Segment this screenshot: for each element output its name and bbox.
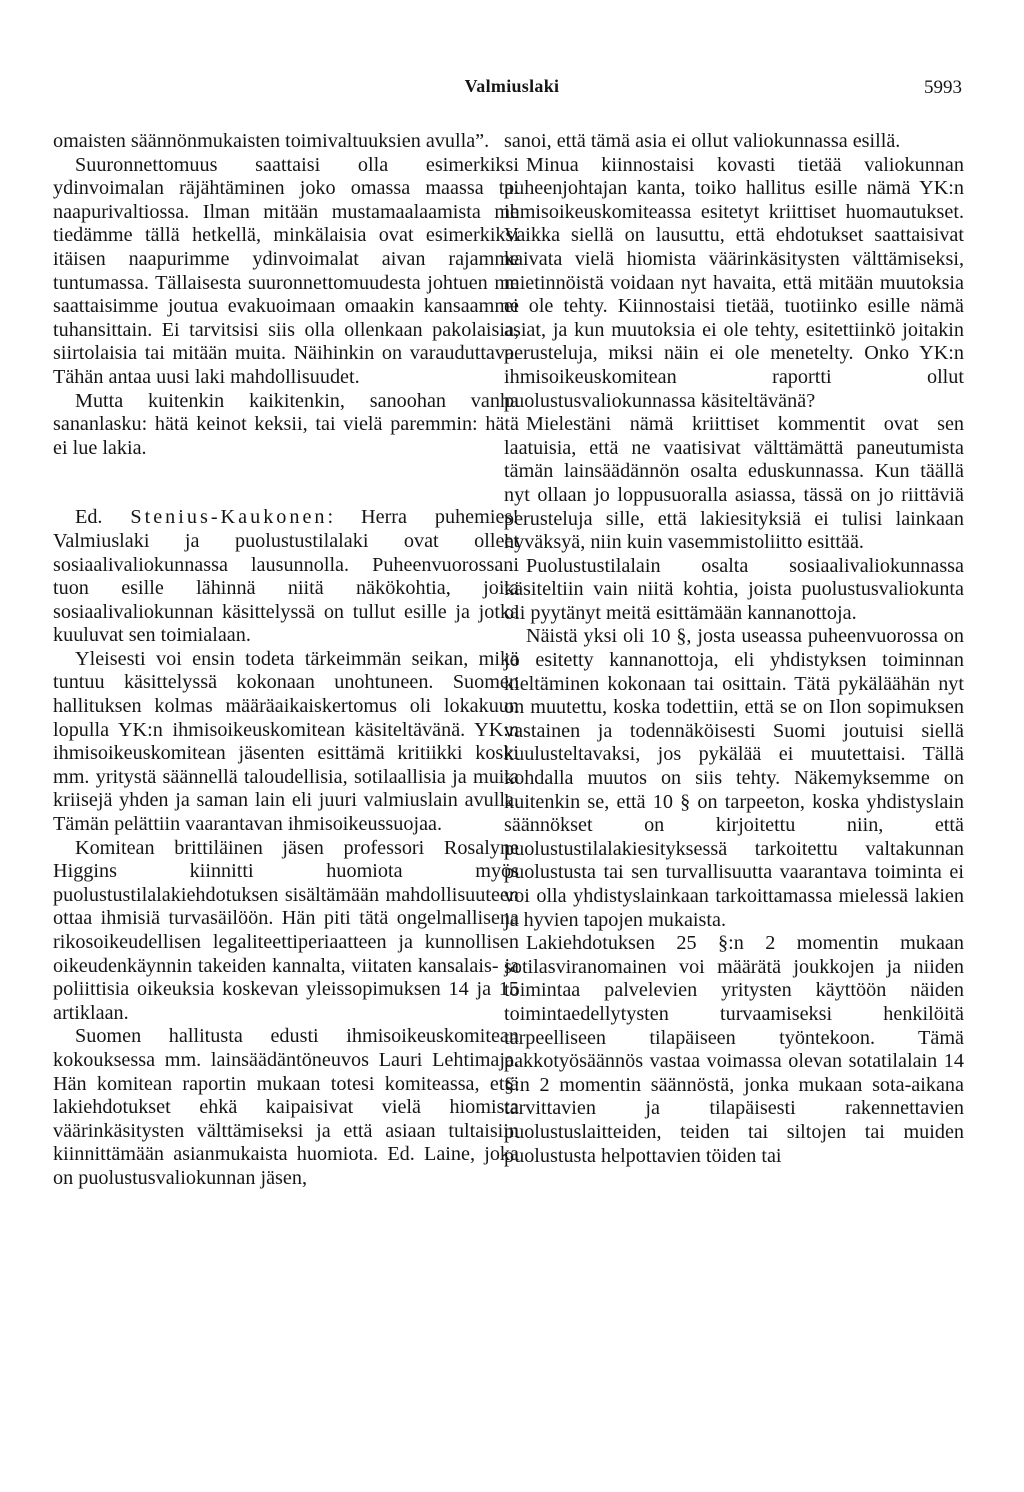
speech-text: : Herra puhemies! Valmiuslaki ja puolustustilalaki ovat olleet sosiaalivaliokunnassa lausunnolla. Puheenvuorossani tuon esille lähinnä niitä näkökohtia, joita sosiaalivaliokunnan käsittelyssä on tullut esille ja jotka kuuluvat sen toimialaan. — [53, 506, 519, 647]
speaker-name: Stenius-Kaukonen — [130, 506, 328, 529]
left-column — [53, 130, 519, 1191]
page-number: 5993 — [924, 77, 962, 98]
paragraph: Suomen hallitusta edusti ihmisoikeuskomitean kokouksessa mm. lainsäädäntöneuvos Lauri Lehtimaja. Hän komitean raportin mukaan totesi komiteassa, että lakiehdotukset ehkä kaipaisivat vielä hiomista väärinkäsitysten välttämiseksi ja että asiaan tultaisiin kiinnittämään asianmukaista huomiota. Ed. Laine, joka on puolustusvaliokunnan jäsen, — [53, 1025, 519, 1189]
paragraph: omaisten säännönmukaisten toimivaltuuksien avulla”. — [53, 130, 490, 152]
paragraph: Näistä yksi oli 10 §, josta useassa puheenvuorossa on jo esitetty kannanottoja, eli yhdistyksen toiminnan kieltäminen kokonaan tai osittain. Tätä pykäläähän nyt on muutettu, koska todettiin, että se on Ilon sopimuksen vastainen ja todennäköisesti Suomi joutuisi siellä kuulusteltavaksi, jos pykälää ei muutettaisi. Tällä kohdalla muutos on siis tehty. Näkemyksemme on kuitenkin se, että 10 § on tarpeeton, koska yhdistyslain säännökset on kirjoitettu niin, että puolustustilalakiesityksessä tarkoitettu valtakunnan puolustusta tai sen turvallisuutta vaarantava toiminta ei voi olla yhdistyslainkaan tarkoittamassa mielessä lakien ja hyvien tapojen mukaista. — [504, 625, 964, 931]
right-column — [504, 130, 964, 1168]
paragraph: Lakiehdotuksen 25 §:n 2 momentin mukaan sotilasviranomainen voi määrätä joukkojen ja niiden toimintaa palvelevien yritysten käyttöön näiden toimintaedellytysten turvaamiseksi henkilöitä tarpeelliseen tilapäiseen työntekoon. Tämä pakkotyösäännös vastaa voimassa olevan sotatilalain 14 §:n 2 momentin säännöstä, jonka mukaan sota-aikana tarvittavien ja tilapäisesti rakennettavien puolustuslaitteiden, teiden tai siltojen tai muiden puolustusta helpottavien töiden tai — [504, 932, 964, 1167]
paragraph: Komitean brittiläinen jäsen professori Rosalyne Higgins kiinnitti huomiota myös puolustustilalakiehdotuksen sisältämään mahdollisuuteen ottaa ihmisiä turvasäilöön. Hän piti tätä ongelmallisena rikosoikeudellisen legaliteettiperiaatteen ja kunnollisen oikeudenkäynnin takeiden kannalta, viitaten kansalais- ja poliittisia oikeuksia koskevan yleissopimuksen 14 ja 15 artiklaan. — [53, 836, 519, 1024]
speaker-prefix: Ed. — [75, 506, 131, 529]
paragraph: sanoi, että tämä asia ei ollut valiokunnassa esillä. — [504, 130, 901, 152]
paragraph: Minua kiinnostaisi kovasti tietää valiokunnan puheenjohtajan kanta, toiko hallitus esille nämä YK:n ihmisoikeuskomiteassa esitetyt kriittiset huomautukset. Vaikka siellä on lausuttu, että ehdotukset saattaisivat kaivata vielä hiomista väärinkäsitysten välttämiseksi, mietinnöistä voidaan nyt havaita, että mitään muutoksia ei ole tehty. Kiinnostaisi tietää, tuotiinko esille nämä asiat, ja kun muutoksia ei ole tehty, esitettiinkö joitakin perusteluja, miksi näin ei ole menetelty. Onko YK:n ihmisoikeuskomitean raportti ollut puolustusvaliokunnassa käsiteltävänä? — [504, 153, 964, 412]
speaker-paragraph — [53, 506, 519, 648]
page-header — [0, 76, 1024, 100]
paragraph: Puolustustilalain osalta sosiaalivaliokunnassa käsiteltiin vain niitä kohtia, joista puolustusvaliokunta oli pyytänyt meitä esittämään kannanottoja. — [504, 554, 964, 624]
paragraph: Yleisesti voi ensin todeta tärkeimmän seikan, mikä tuntuu käsittelyssä kokonaan unohtuneen. Suomen hallituksen kolmas määräaikaiskertomus oli lokakuun lopulla YK:n ihmisoikeuskomitean käsiteltävänä. YK:n ihmisoikeuskomitean jäsenten esittämä kritiikki koski mm. yritystä säännellä taloudellisia, sotilaallisia ja muita kriisejä yhden ja saman lain eli juuri valmiuslain avulla. Tämän pelättiin vaarantavan ihmisoikeussuojaa. — [53, 647, 519, 836]
paragraph: Suuronnettomuus saattaisi olla esimerkiksi ydinvoimalan räjähtäminen joko omassa maassa tai naapurivaltiossa. Ilman mitään mustamaalaamista me tiedämme tällä hetkellä, minkälaisia ovat esimerkiksi itäisen naapurimme ydinvoimalat aivan rajamme tuntumassa. Tällaisesta suuronnettomuudesta johtuen me saattaisimme joutua evakuoimaan omaakin kansaamme tuhansittain. Ei tarvitsisi siis olla ollenkaan pakolaisia, siirtolaisia tai mitään muita. Näihinkin on varauduttava. Tähän antaa uusi laki mahdollisuudet. — [53, 153, 519, 388]
running-title: Valmiuslaki — [464, 76, 560, 96]
paragraph: Mutta kuitenkin kaikitenkin, sanoohan vanha sananlasku: hätä keinot keksii, tai vielä paremmin: hätä ei lue lakia. — [53, 389, 519, 459]
paragraph: Mielestäni nämä kriittiset kommentit ovat sen laatuisia, että ne vaatisivat välttämättä paneutumista tämän lainsäädännön osalta eduskunnassa. Kun täällä nyt ollaan jo loppusuoralla asiassa, tässä on jo riittäviä perusteluja sille, että lakiesityksiä ei tulisi lainkaan hyväksyä, niin kuin vasemmistoliitto esittää. — [504, 413, 964, 554]
